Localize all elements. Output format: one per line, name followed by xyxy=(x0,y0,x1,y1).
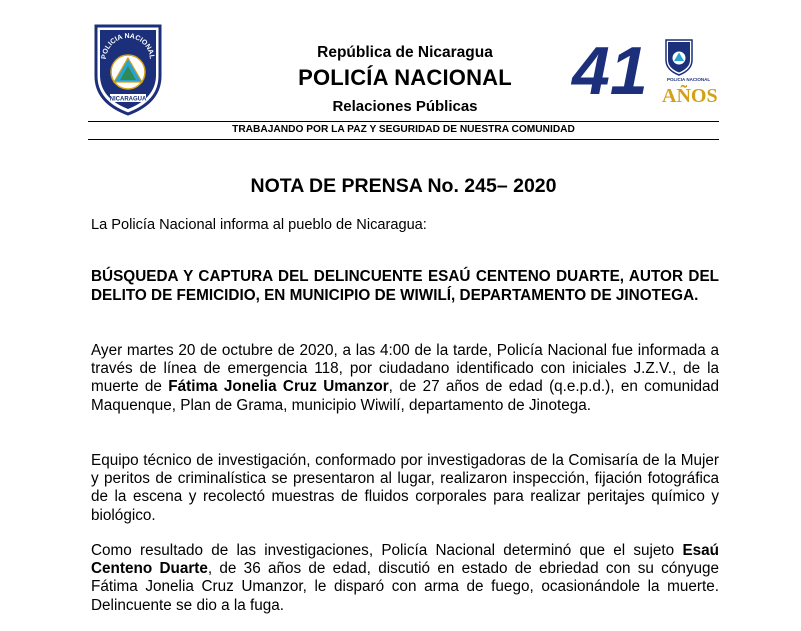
logo-left-top-text: POLICIA NACIONAL xyxy=(100,32,156,60)
policia-nacional-shield-logo xyxy=(92,20,164,116)
anniversary-number: 41 xyxy=(572,36,648,108)
paragraph-3-text-b: , de 36 años de edad, discutió en estado de ebriedad con su cónyuge Fátima Jonelia Cruz Umanzor, le disparó con arma de fuego, ocasionándole la muerte. Delincuente se dio a la fuga. xyxy=(91,560,720,614)
paragraph-3 xyxy=(91,542,719,615)
header-divider-bottom xyxy=(88,139,719,140)
badge-text: POLICIA NACIONAL xyxy=(667,77,711,82)
paragraph-1-text-a: Ayer martes 20 de octubre de 2020, a las 4:00 de la tarde, Policía Nacional fue informada a través de línea de emergencia 118, por ciudadano identificado con iniciales J.Z.V., de la muerte de xyxy=(91,342,719,396)
small-shield-icon xyxy=(666,40,692,75)
intro-text: La Policía Nacional informa al pueblo de Nicaragua: xyxy=(91,217,427,233)
victim-name: Fátima Jonelia Cruz Umanzor xyxy=(168,378,389,396)
paragraph-1 xyxy=(91,342,719,415)
headline: BÚSQUEDA Y CAPTURA DEL DELINCUENTE ESAÚ CENTENO DUARTE, AUTOR DEL DELITO DE FEMICIDIO, EN MUNICIPIO DE WIWILÍ, DEPARTAMENTO DE JINOTEGA. xyxy=(91,268,719,304)
department-name: Relaciones Públicas xyxy=(332,98,478,115)
press-note-title: NOTA DE PRENSA No. 245– 2020 xyxy=(250,175,557,197)
motto: TRABAJANDO POR LA PAZ Y SEGURIDAD DE NUESTRA COMUNIDAD xyxy=(232,124,575,135)
country-name: República de Nicaragua xyxy=(317,44,493,61)
anniversary-label: AÑOS xyxy=(662,85,718,107)
41-anos-anniversary-logo xyxy=(570,36,720,108)
header-divider-top xyxy=(88,121,719,122)
paragraph-2: Equipo técnico de investigación, conformado por investigadoras de la Comisaría de la Mujer y peritos de criminalística se presentaron al lugar, realizaron inspección, fijación fotográfica de la escena y recolectó muestras de fluidos corporales para realizar peritajes químico y biológico. xyxy=(91,452,719,524)
suspect-name: Esaú Centeno Duarte xyxy=(91,542,719,578)
agency-name: POLICÍA NACIONAL xyxy=(298,65,512,90)
paragraph-1-text-b: , de 27 años de edad (q.e.p.d.), en comunidad Maquenque, Plan de Grama, municipio Wiwilí, departamento de Jinotega. xyxy=(91,378,720,414)
paragraph-3-text-a: Como resultado de las investigaciones, Policía Nacional determinó que el sujeto xyxy=(91,542,683,559)
logo-left-bottom-text: NICARAGUA xyxy=(109,96,147,103)
